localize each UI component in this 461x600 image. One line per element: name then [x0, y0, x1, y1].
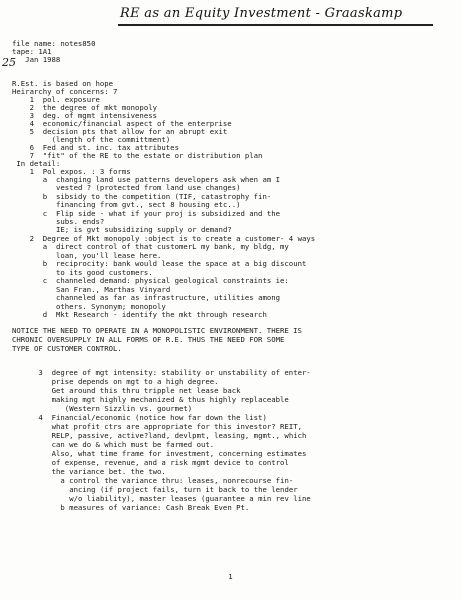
- text-line: (Western Sizzlin vs. gourmet): [64, 404, 193, 413]
- text-line: 7 "fit" of the RE to the estate or distribution plan: [29, 151, 263, 160]
- text-line: b reciprocity: bank would lease the space at a big discount: [42, 259, 307, 268]
- margin-note: 25: [2, 56, 16, 69]
- text-line: a control the variance thru: leases, nonrecourse fin-: [60, 476, 294, 485]
- text-line: can we do & which must be farmed out.: [51, 440, 215, 449]
- text-line: c channeled demand: physical geological constraints ie:: [42, 276, 289, 285]
- text-line: of expense, revenue, and a risk mgmt device to control: [51, 458, 289, 467]
- text-line: a direct control of that customerL my bank, my bldg, my: [42, 242, 289, 251]
- text-line: 2 the degree of mkt monopoly: [29, 103, 157, 112]
- text-line: the variance bet. the two.: [51, 467, 166, 476]
- text-line: TYPE OF CUSTOMER CONTROL.: [12, 344, 122, 353]
- handwritten-title: RE as an Equity Investment - Graaskamp: [120, 6, 403, 21]
- text-line: vested ? (protected from land use changes): [56, 183, 241, 192]
- text-line: San Fran., Marthas Vinyard: [56, 285, 171, 294]
- text-line: 3 deg. of mgmt intensiveness: [29, 111, 157, 120]
- text-line: d Mkt Research - identify the mkt through research: [42, 310, 267, 319]
- text-line: CHRONIC OVERSUPPLY IN ALL FORMS OF R.E. THUS THE NEED FOR SOME: [12, 335, 285, 344]
- text-line: prise depends on mgt to a high degree.: [51, 377, 219, 386]
- text-line: a changing land use patterns developers ask when am I: [42, 175, 281, 184]
- text-line: what profit ctrs are appropriate for this investor? REIT,: [51, 422, 303, 431]
- text-line: w/o liability), master leases (guarantee a min rev line: [69, 494, 311, 503]
- text-line: NOTICE THE NEED TO OPERATE IN A MONOPOLISTIC ENVIRONMENT. THERE IS: [12, 326, 302, 335]
- text-line: channeled as far as infrastructure, utilities among: [56, 293, 281, 302]
- text-line: 5 decision pts that allow for an abrupt exit: [29, 127, 228, 136]
- date-line: Jan 1988: [12, 55, 61, 64]
- text-line: R.Est. is based on hope: [12, 79, 114, 88]
- tape-line: tape: 1A1: [12, 47, 52, 56]
- text-line: loan, you'll lease here.: [56, 251, 162, 260]
- text-line: Heirarchy of concerns: 7: [12, 87, 118, 96]
- text-line: 2 Degree of Mkt monopoly :object is to create a customer- 4 ways: [29, 234, 316, 243]
- text-line: financing from gvt., sect 8 housing etc..): [56, 200, 241, 209]
- page-number: 1: [228, 572, 233, 581]
- text-line: c Flip side - what if your proj is subsidized and the: [42, 209, 281, 218]
- text-line: Get around this thru tripple net lease back: [51, 386, 241, 395]
- text-line: b measures of variance: Cash Break Even Pt.: [60, 503, 250, 512]
- text-line: 4 economic/financial aspect of the enterprise: [29, 119, 232, 128]
- text-line: Also, what time frame for investment, concerning estimates: [51, 449, 307, 458]
- text-line: others. Synonym; monopoly: [56, 302, 166, 311]
- text-line: IE; is gvt subsidizing supply or demand?: [56, 225, 232, 234]
- text-line: making mgt highly mechanized & thus highly replaceable: [51, 395, 289, 404]
- text-line: subs. ends?: [56, 217, 105, 226]
- text-line: to its good customers.: [56, 268, 153, 277]
- text-line: 4 Financial/economic (notice how far down the list): [38, 413, 267, 422]
- text-line: 1 Pol expos. : 3 forms: [29, 167, 131, 176]
- file-name-line: file name: notes850: [12, 39, 96, 48]
- text-line: RELP, passive, active?land, devlpmt, leasing, mgmt., which: [51, 431, 307, 440]
- text-line: 1 pol. exposure: [29, 95, 100, 104]
- text-line: b sibsidy to the competition (TIF, catastrophy fin-: [42, 192, 272, 201]
- text-line: (length of the committment): [51, 135, 171, 144]
- text-line: In detail:: [16, 159, 61, 168]
- text-line: 6 Fed and st. inc. tax attributes: [29, 143, 179, 152]
- text-line: ancing (if project fails, turn it back to the lender: [69, 485, 298, 494]
- title-underline: [118, 24, 433, 26]
- text-line: 3 degree of mgt intensity: stability or unstability of enter-: [38, 368, 311, 377]
